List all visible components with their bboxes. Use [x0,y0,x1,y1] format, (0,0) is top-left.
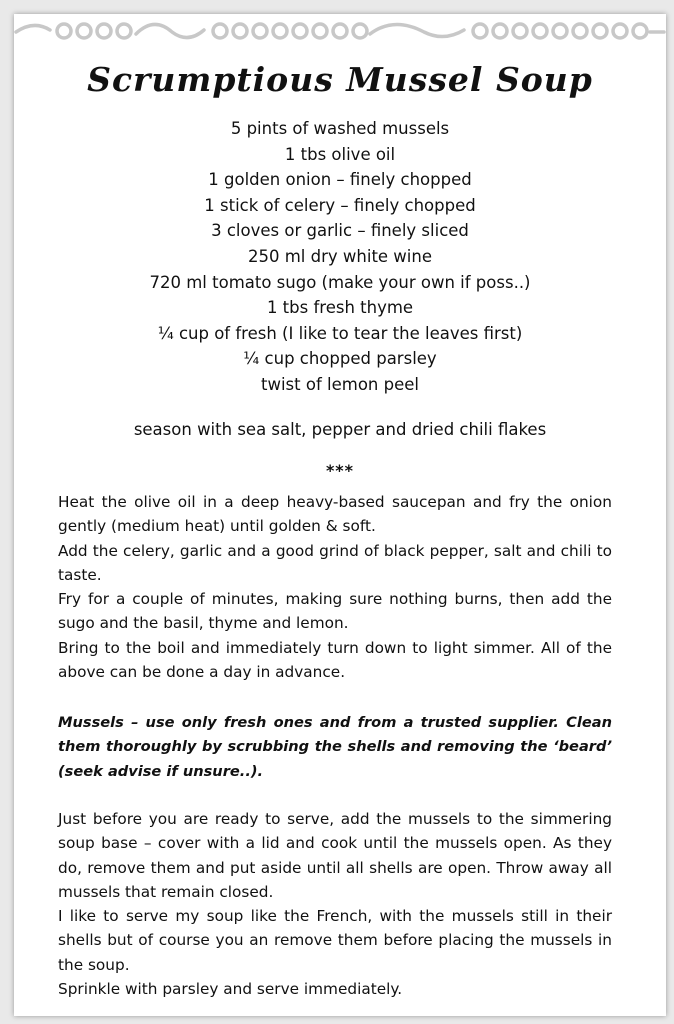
method-step: Heat the olive oil in a deep heavy-based saucepan and fry the onion gently (medium heat) until golden & soft. [58,493,612,536]
serving-step: Just before you are ready to serve, add the mussels to the simmering soup base – cover with a lid and cook until the mussels open. As they do, remove them and put aside until all shells are open. Throw away all mussels that remain closed. [58,810,612,901]
ingredient-item: 1 tbs olive oil [284,144,396,164]
notebook-binding-decoration [14,14,666,46]
section-separator: *** [325,461,355,480]
ingredient-item: twist of lemon peel [261,374,419,394]
ingredient-item: 5 pints of washed mussels [230,119,450,138]
seasoning-note: season with sea salt, pepper and dried chili flakes [133,420,547,439]
mussels-warning: Mussels – use only fresh ones and from a trusted supplier. Clean them thoroughly by scrubbing the shells and removing the ‘beard’ (seek advise if unsure..). [58,714,612,780]
method-step: Fry for a couple of minutes, making sure nothing burns, then add the sugo and the basil, thyme and lemon. [58,590,612,633]
ingredient-item: 1 tbs fresh thyme [266,298,414,318]
ingredient-item: 1 golden onion – finely chopped [208,170,472,190]
ingredient-item: 3 cloves or garlic – finely sliced [211,221,469,241]
ingredient-item: 250 ml dry white wine [248,246,432,266]
method-step: Add the celery, garlic and a good grind of black pepper, salt and chili to taste. [58,541,612,584]
ingredient-list [14,116,666,398]
serving-step: I like to serve my soup like the French, with the mussels still in their shells but of course you an remove them before placing the mussels in the soup. [58,907,612,974]
recipe-title: Scrumptious Mussel Soup [87,60,593,99]
serving-paragraph [58,807,612,1001]
serving-step: Sprinkle with parsley and serve immediately. [58,980,403,999]
ingredient-item: 720 ml tomato sugo (make your own if poss..) [149,272,531,292]
recipe-card [14,14,666,1016]
method-step: Bring to the boil and immediately turn down to light simmer. All of the above can be done a day in advance. [58,638,612,682]
ingredient-item: ¼ cup of fresh (I like to tear the leaves first) [157,323,523,343]
ingredient-item: 1 stick of celery – finely chopped [204,195,476,215]
ingredient-item: ¼ cup chopped parsley [243,349,437,369]
method-paragraph [58,490,612,684]
